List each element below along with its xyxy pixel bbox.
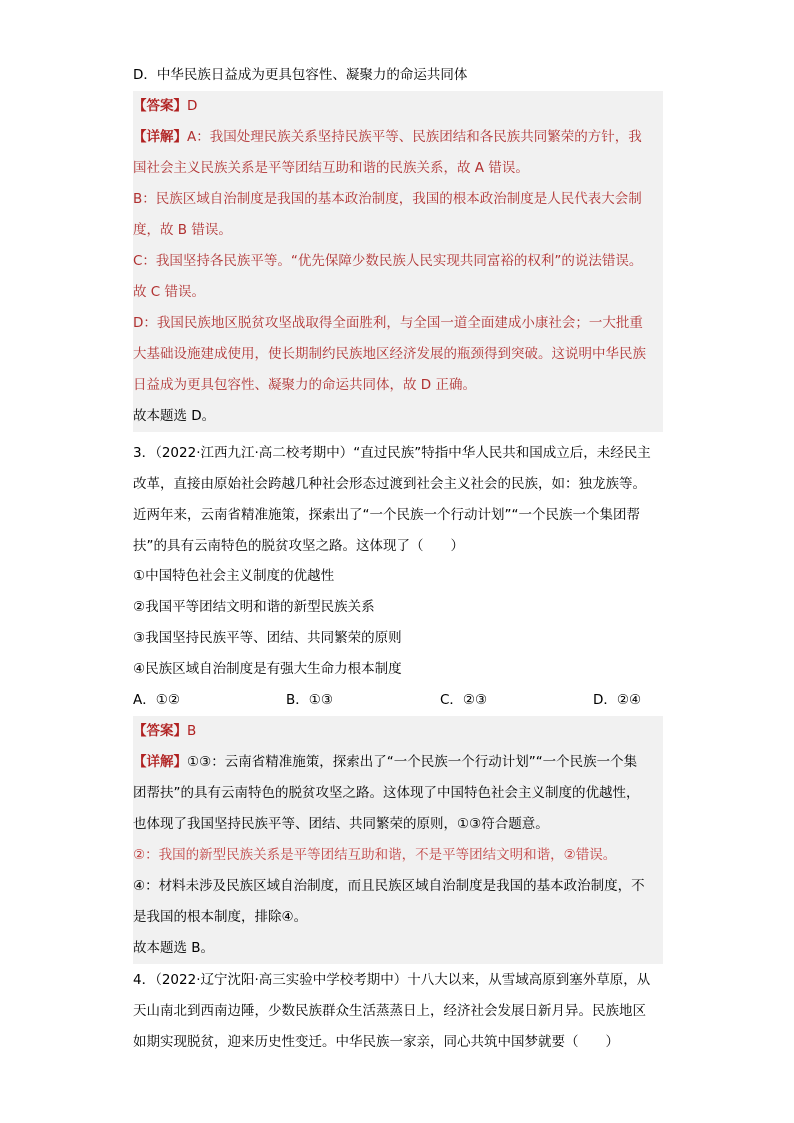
answer-line — [133, 91, 663, 122]
question-stem: 改革，直接由原始社会跨越几种社会形态过渡到社会主义社会的民族，如：独龙族等。 — [133, 476, 646, 492]
question-stem: 3．（2022·江西九江·高二校考期中）“直过民族”特指中华人民共和国成立后，未经民主 — [133, 445, 651, 461]
detail-text: 度，故 B 错误。 — [133, 215, 663, 246]
detail-text: A：我国处理民族关系坚持民族平等、民族团结和各民族共同繁荣的方针，我 — [187, 129, 642, 145]
conclusion: 故本题选 B。 — [133, 933, 663, 964]
detail-line — [133, 122, 663, 153]
choice-b: B．①③ — [286, 692, 333, 708]
statement-4: ④民族区域自治制度是有强大生命力根本制度 — [133, 661, 402, 677]
detail-tag: 【详解】 — [133, 129, 187, 145]
statement-3: ③我国坚持民族平等、团结、共同繁荣的原则 — [133, 630, 402, 646]
detail-tag: 【详解】 — [133, 754, 187, 770]
option-d: D．中华民族日益成为更具包容性、凝聚力的命运共同体 — [133, 67, 468, 83]
question-stem: 4．（2022·辽宁沈阳·高三实验中学校考期中）十八大以来，从雪域高原到塞外草原，从 — [133, 972, 651, 988]
detail-line — [133, 747, 663, 778]
choice-a: A．①② — [133, 692, 180, 708]
detail-text: ①③：云南省精准施策，探索出了“一个民族一个行动计划”“一个民族一个集 — [187, 754, 638, 770]
statement-2: ②我国平等团结文明和谐的新型民族关系 — [133, 599, 375, 615]
answer-value: D — [187, 98, 198, 114]
answer-tag: 【答案】 — [133, 723, 187, 739]
question-stem: 扶”的具有云南特色的脱贫攻坚之路。这体现了（ ） — [133, 538, 464, 554]
choices-row — [133, 685, 663, 716]
question-stem: 如期实现脱贫，迎来历史性变迁。中华民族一家亲，同心共筑中国梦就要（ ） — [133, 1034, 619, 1050]
detail-text: 也体现了我国坚持民族平等、团结、共同繁荣的原则，①③符合题意。 — [133, 809, 663, 840]
detail-text: 大基础设施建成使用，使长期制约民族地区经济发展的瓶颈得到突破。这说明中华民族 — [133, 339, 663, 370]
choice-d: D．②④ — [593, 692, 642, 708]
conclusion: 故本题选 D。 — [133, 401, 663, 432]
detail-text: C：我国坚持各民族平等。“优先保障少数民族人民实现共同富裕的权利”的说法错误。 — [133, 246, 663, 277]
detail-text: 是我国的根本制度，排除④。 — [133, 902, 663, 933]
answer-tag: 【答案】 — [133, 98, 187, 114]
question-stem: 天山南北到西南边陲，少数民族群众生活蒸蒸日上，经济社会发展日新月异。民族地区 — [133, 1003, 646, 1019]
detail-text: D：我国民族地区脱贫攻坚战取得全面胜利，与全国一道全面建成小康社会；一大批重 — [133, 308, 663, 339]
detail-text: 故 C 错误。 — [133, 277, 663, 308]
choice-c: C．②③ — [440, 692, 488, 708]
detail-text: ④：材料未涉及民族区域自治制度，而且民族区域自治制度是我国的基本政治制度，不 — [133, 871, 663, 902]
answer-value: B — [187, 723, 197, 739]
question-stem: 近两年来，云南省精准施策，探索出了“一个民族一个行动计划”“一个民族一个集团帮 — [133, 507, 640, 523]
detail-text: 国社会主义民族关系是平等团结互助和谐的民族关系，故 A 错误。 — [133, 153, 663, 184]
detail-text: 日益成为更具包容性、凝聚力的命运共同体，故 D 正确。 — [133, 370, 663, 401]
answer-line — [133, 716, 663, 747]
detail-text: 团帮扶”的具有云南特色的脱贫攻坚之路。这体现了中国特色社会主义制度的优越性， — [133, 778, 663, 809]
statement-1: ①中国特色社会主义制度的优越性 — [133, 568, 335, 584]
detail-text: ②：我国的新型民族关系是平等团结互助和谐，不是平等团结文明和谐，②错误。 — [133, 840, 663, 871]
detail-text: B：民族区域自治制度是我国的基本政治制度，我国的根本政治制度是人民代表大会制 — [133, 184, 663, 215]
